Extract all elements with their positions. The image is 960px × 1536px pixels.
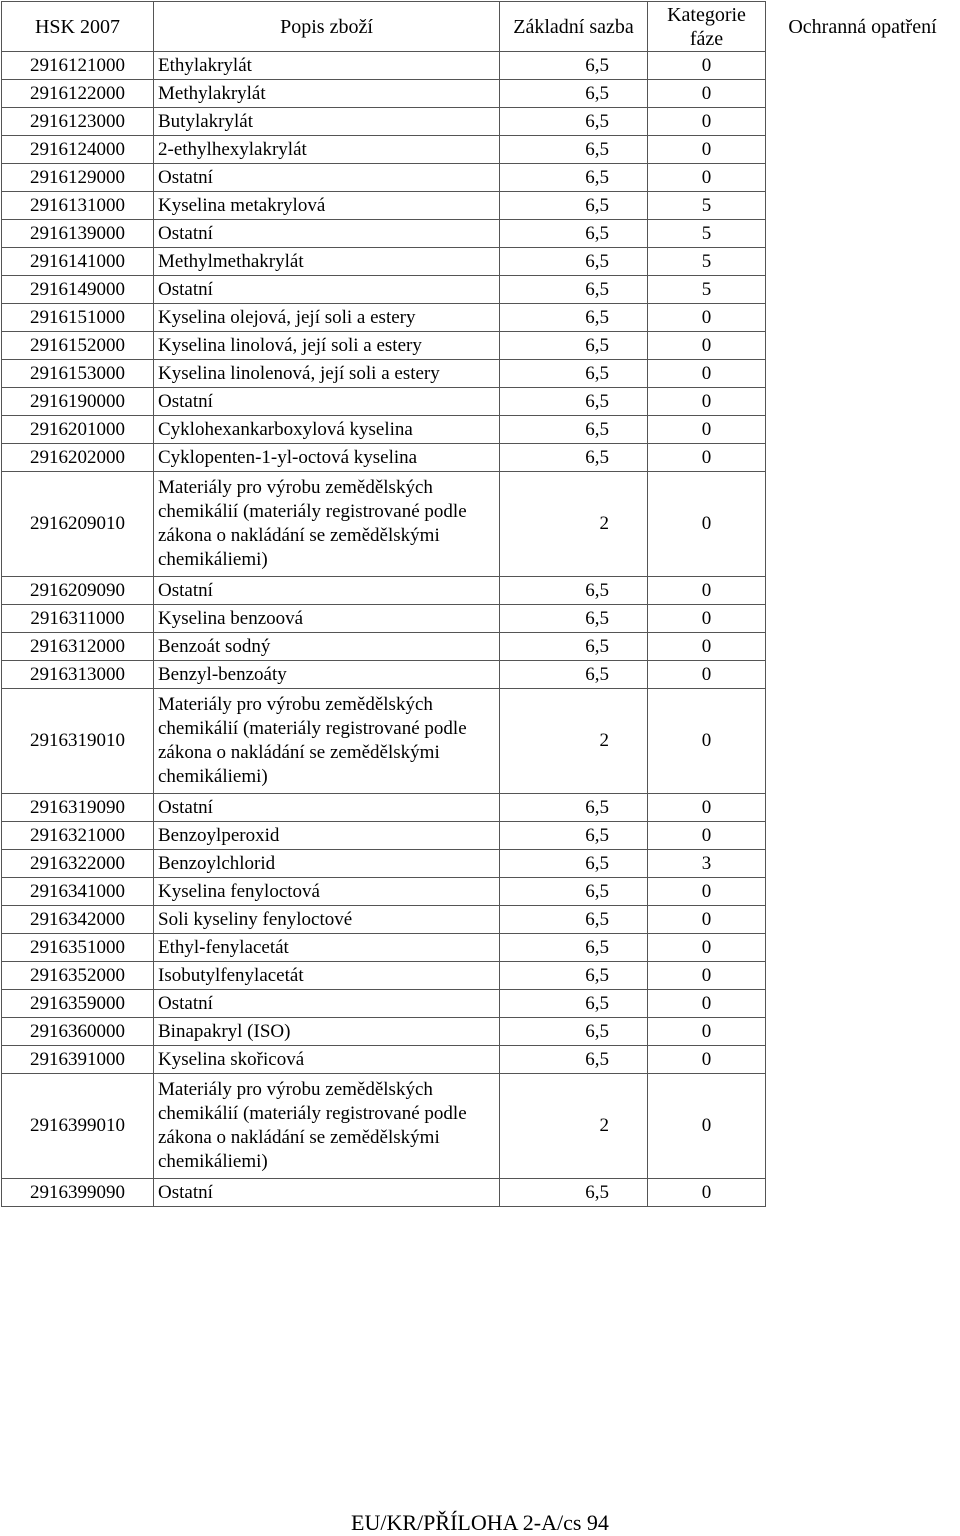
- tariff-code-cell: 2916399010: [2, 1074, 154, 1179]
- description-cell: Butylakrylát: [154, 108, 500, 136]
- safeguard-cell: [766, 605, 960, 633]
- description-cell: Kyselina fenyloctová: [154, 878, 500, 906]
- tariff-code-cell: 2916121000: [2, 52, 154, 80]
- description-cell: Methylakrylát: [154, 80, 500, 108]
- category-cell: 0: [648, 689, 766, 794]
- table-row: [2, 164, 960, 192]
- category-cell: 0: [648, 605, 766, 633]
- description-cell: Benzoát sodný: [154, 633, 500, 661]
- base-rate-cell: 6,5: [500, 822, 648, 850]
- description-cell: Kyselina metakrylová: [154, 192, 500, 220]
- table-row: [2, 605, 960, 633]
- safeguard-cell: [766, 661, 960, 689]
- table-row: [2, 444, 960, 472]
- table-row: [2, 661, 960, 689]
- description-cell: Kyselina benzoová: [154, 605, 500, 633]
- header-category: Kategorie fáze: [648, 2, 766, 52]
- base-rate-cell: 6,5: [500, 444, 648, 472]
- tariff-code-cell: 2916311000: [2, 605, 154, 633]
- description-cell: Ostatní: [154, 990, 500, 1018]
- tariff-code-cell: 2916312000: [2, 633, 154, 661]
- tariff-code-cell: 2916202000: [2, 444, 154, 472]
- description-cell: Cyklopenten-1-yl-octová kyselina: [154, 444, 500, 472]
- tariff-code-cell: 2916209010: [2, 472, 154, 577]
- tariff-code-cell: 2916190000: [2, 388, 154, 416]
- base-rate-cell: 6,5: [500, 794, 648, 822]
- safeguard-cell: [766, 80, 960, 108]
- tariff-code-cell: 2916319010: [2, 689, 154, 794]
- description-cell: Ostatní: [154, 220, 500, 248]
- description-cell: Methylmethakrylát: [154, 248, 500, 276]
- header-description: Popis zboží: [154, 2, 500, 52]
- safeguard-cell: [766, 850, 960, 878]
- category-cell: 0: [648, 332, 766, 360]
- tariff-code-cell: 2916322000: [2, 850, 154, 878]
- description-cell: Materiály pro výrobu zemědělských chemikálií (materiály registrované podle zákona o nakládání se zemědělskými chemikáliemi): [154, 1074, 500, 1179]
- tariff-table: [1, 1, 960, 1207]
- table-row: [2, 822, 960, 850]
- safeguard-cell: [766, 332, 960, 360]
- category-cell: 5: [648, 192, 766, 220]
- table-row: [2, 1074, 960, 1179]
- safeguard-cell: [766, 822, 960, 850]
- description-cell: Ostatní: [154, 276, 500, 304]
- description-cell: Kyselina linolová, její soli a estery: [154, 332, 500, 360]
- category-cell: 0: [648, 360, 766, 388]
- table-row: [2, 633, 960, 661]
- tariff-code-cell: 2916341000: [2, 878, 154, 906]
- base-rate-cell: 6,5: [500, 934, 648, 962]
- tariff-code-cell: 2916129000: [2, 164, 154, 192]
- category-cell: 5: [648, 248, 766, 276]
- safeguard-cell: [766, 220, 960, 248]
- base-rate-cell: 6,5: [500, 1046, 648, 1074]
- safeguard-cell: [766, 633, 960, 661]
- table-row: [2, 276, 960, 304]
- safeguard-cell: [766, 192, 960, 220]
- base-rate-cell: 6,5: [500, 388, 648, 416]
- description-cell: Kyselina olejová, její soli a estery: [154, 304, 500, 332]
- category-cell: 0: [648, 164, 766, 192]
- description-cell: Benzoylchlorid: [154, 850, 500, 878]
- table-row: [2, 192, 960, 220]
- safeguard-cell: [766, 1179, 960, 1207]
- safeguard-cell: [766, 108, 960, 136]
- category-cell: 0: [648, 1179, 766, 1207]
- table-header-row: [2, 2, 960, 52]
- safeguard-cell: [766, 472, 960, 577]
- category-cell: 0: [648, 472, 766, 577]
- tariff-code-cell: 2916209090: [2, 577, 154, 605]
- base-rate-cell: 6,5: [500, 108, 648, 136]
- table-row: [2, 794, 960, 822]
- category-cell: 0: [648, 661, 766, 689]
- safeguard-cell: [766, 934, 960, 962]
- tariff-code-cell: 2916149000: [2, 276, 154, 304]
- description-cell: Ostatní: [154, 577, 500, 605]
- tariff-code-cell: 2916123000: [2, 108, 154, 136]
- safeguard-cell: [766, 416, 960, 444]
- table-row: [2, 906, 960, 934]
- base-rate-cell: 6,5: [500, 52, 648, 80]
- table-row: [2, 878, 960, 906]
- tariff-code-cell: 2916122000: [2, 80, 154, 108]
- description-cell: Materiály pro výrobu zemědělských chemikálií (materiály registrované podle zákona o nakládání se zemědělskými chemikáliemi): [154, 689, 500, 794]
- base-rate-cell: 6,5: [500, 906, 648, 934]
- header-code: HSK 2007: [2, 2, 154, 52]
- table-row: [2, 577, 960, 605]
- category-cell: 0: [648, 906, 766, 934]
- category-cell: 0: [648, 794, 766, 822]
- description-cell: Cyklohexankarboxylová kyselina: [154, 416, 500, 444]
- base-rate-cell: 2: [500, 1074, 648, 1179]
- safeguard-cell: [766, 136, 960, 164]
- base-rate-cell: 6,5: [500, 878, 648, 906]
- base-rate-cell: 6,5: [500, 80, 648, 108]
- category-cell: 0: [648, 962, 766, 990]
- tariff-code-cell: 2916360000: [2, 1018, 154, 1046]
- table-row: [2, 1046, 960, 1074]
- category-cell: 3: [648, 850, 766, 878]
- safeguard-cell: [766, 878, 960, 906]
- category-cell: 0: [648, 633, 766, 661]
- description-cell: Ethylakrylát: [154, 52, 500, 80]
- safeguard-cell: [766, 1074, 960, 1179]
- table-row: [2, 416, 960, 444]
- table-row: [2, 1018, 960, 1046]
- category-cell: 0: [648, 304, 766, 332]
- description-cell: Binapakryl (ISO): [154, 1018, 500, 1046]
- category-cell: 0: [648, 444, 766, 472]
- safeguard-cell: [766, 360, 960, 388]
- tariff-code-cell: 2916131000: [2, 192, 154, 220]
- tariff-code-cell: 2916151000: [2, 304, 154, 332]
- safeguard-cell: [766, 388, 960, 416]
- category-cell: 0: [648, 577, 766, 605]
- category-cell: 5: [648, 276, 766, 304]
- table-row: [2, 934, 960, 962]
- base-rate-cell: 2: [500, 689, 648, 794]
- table-row: [2, 962, 960, 990]
- table-row: [2, 108, 960, 136]
- base-rate-cell: 6,5: [500, 1018, 648, 1046]
- category-cell: 0: [648, 416, 766, 444]
- category-cell: 0: [648, 80, 766, 108]
- tariff-code-cell: 2916319090: [2, 794, 154, 822]
- safeguard-cell: [766, 794, 960, 822]
- description-cell: Ostatní: [154, 164, 500, 192]
- category-cell: 0: [648, 934, 766, 962]
- table-row: [2, 220, 960, 248]
- base-rate-cell: 6,5: [500, 276, 648, 304]
- category-cell: 0: [648, 108, 766, 136]
- base-rate-cell: 6,5: [500, 136, 648, 164]
- safeguard-cell: [766, 444, 960, 472]
- base-rate-cell: 6,5: [500, 416, 648, 444]
- table-row: [2, 1179, 960, 1207]
- base-rate-cell: 6,5: [500, 220, 648, 248]
- base-rate-cell: 6,5: [500, 661, 648, 689]
- category-cell: 5: [648, 220, 766, 248]
- table-row: [2, 332, 960, 360]
- base-rate-cell: 6,5: [500, 990, 648, 1018]
- table-row: [2, 360, 960, 388]
- base-rate-cell: 6,5: [500, 164, 648, 192]
- tariff-code-cell: 2916352000: [2, 962, 154, 990]
- tariff-code-cell: 2916342000: [2, 906, 154, 934]
- category-cell: 0: [648, 136, 766, 164]
- table-row: [2, 689, 960, 794]
- description-cell: Ethyl-fenylacetát: [154, 934, 500, 962]
- table-row: [2, 388, 960, 416]
- tariff-code-cell: 2916391000: [2, 1046, 154, 1074]
- safeguard-cell: [766, 52, 960, 80]
- tariff-code-cell: 2916359000: [2, 990, 154, 1018]
- category-cell: 0: [648, 990, 766, 1018]
- safeguard-cell: [766, 962, 960, 990]
- category-cell: 0: [648, 822, 766, 850]
- table-row: [2, 850, 960, 878]
- category-cell: 0: [648, 52, 766, 80]
- safeguard-cell: [766, 906, 960, 934]
- safeguard-cell: [766, 248, 960, 276]
- tariff-code-cell: 2916152000: [2, 332, 154, 360]
- base-rate-cell: 6,5: [500, 633, 648, 661]
- description-cell: Ostatní: [154, 388, 500, 416]
- table-row: [2, 80, 960, 108]
- description-cell: Benzoylperoxid: [154, 822, 500, 850]
- tariff-code-cell: 2916153000: [2, 360, 154, 388]
- description-cell: 2-ethylhexylakrylát: [154, 136, 500, 164]
- description-cell: Benzyl-benzoáty: [154, 661, 500, 689]
- tariff-code-cell: 2916124000: [2, 136, 154, 164]
- category-cell: 0: [648, 388, 766, 416]
- table-row: [2, 248, 960, 276]
- description-cell: Materiály pro výrobu zemědělských chemikálií (materiály registrované podle zákona o nakládání se zemědělskými chemikáliemi): [154, 472, 500, 577]
- tariff-code-cell: 2916139000: [2, 220, 154, 248]
- safeguard-cell: [766, 164, 960, 192]
- tariff-code-cell: 2916321000: [2, 822, 154, 850]
- table-body: [2, 52, 960, 1207]
- tariff-code-cell: 2916201000: [2, 416, 154, 444]
- safeguard-cell: [766, 689, 960, 794]
- base-rate-cell: 6,5: [500, 605, 648, 633]
- safeguard-cell: [766, 990, 960, 1018]
- table-row: [2, 136, 960, 164]
- category-cell: 0: [648, 1046, 766, 1074]
- safeguard-cell: [766, 1018, 960, 1046]
- description-cell: Kyselina skořicová: [154, 1046, 500, 1074]
- base-rate-cell: 6,5: [500, 304, 648, 332]
- table-row: [2, 304, 960, 332]
- tariff-code-cell: 2916351000: [2, 934, 154, 962]
- table-row: [2, 472, 960, 577]
- safeguard-cell: [766, 1046, 960, 1074]
- page-footer: EU/KR/PŘÍLOHA 2-A/cs 94: [351, 1510, 609, 1535]
- header-base-rate: Základní sazba: [500, 2, 648, 52]
- safeguard-cell: [766, 276, 960, 304]
- base-rate-cell: 6,5: [500, 248, 648, 276]
- base-rate-cell: 2: [500, 472, 648, 577]
- tariff-code-cell: 2916141000: [2, 248, 154, 276]
- base-rate-cell: 6,5: [500, 360, 648, 388]
- base-rate-cell: 6,5: [500, 1179, 648, 1207]
- description-cell: Ostatní: [154, 1179, 500, 1207]
- table-row: [2, 52, 960, 80]
- description-cell: Kyselina linolenová, její soli a estery: [154, 360, 500, 388]
- table-row: [2, 990, 960, 1018]
- base-rate-cell: 6,5: [500, 962, 648, 990]
- category-cell: 0: [648, 878, 766, 906]
- safeguard-cell: [766, 304, 960, 332]
- tariff-code-cell: 2916313000: [2, 661, 154, 689]
- base-rate-cell: 6,5: [500, 332, 648, 360]
- safeguard-cell: [766, 577, 960, 605]
- base-rate-cell: 6,5: [500, 577, 648, 605]
- base-rate-cell: 6,5: [500, 192, 648, 220]
- description-cell: Ostatní: [154, 794, 500, 822]
- category-cell: 0: [648, 1074, 766, 1179]
- description-cell: Isobutylfenylacetát: [154, 962, 500, 990]
- header-safeguard: Ochranná opatření: [788, 15, 937, 38]
- description-cell: Soli kyseliny fenyloctové: [154, 906, 500, 934]
- base-rate-cell: 6,5: [500, 850, 648, 878]
- tariff-code-cell: 2916399090: [2, 1179, 154, 1207]
- category-cell: 0: [648, 1018, 766, 1046]
